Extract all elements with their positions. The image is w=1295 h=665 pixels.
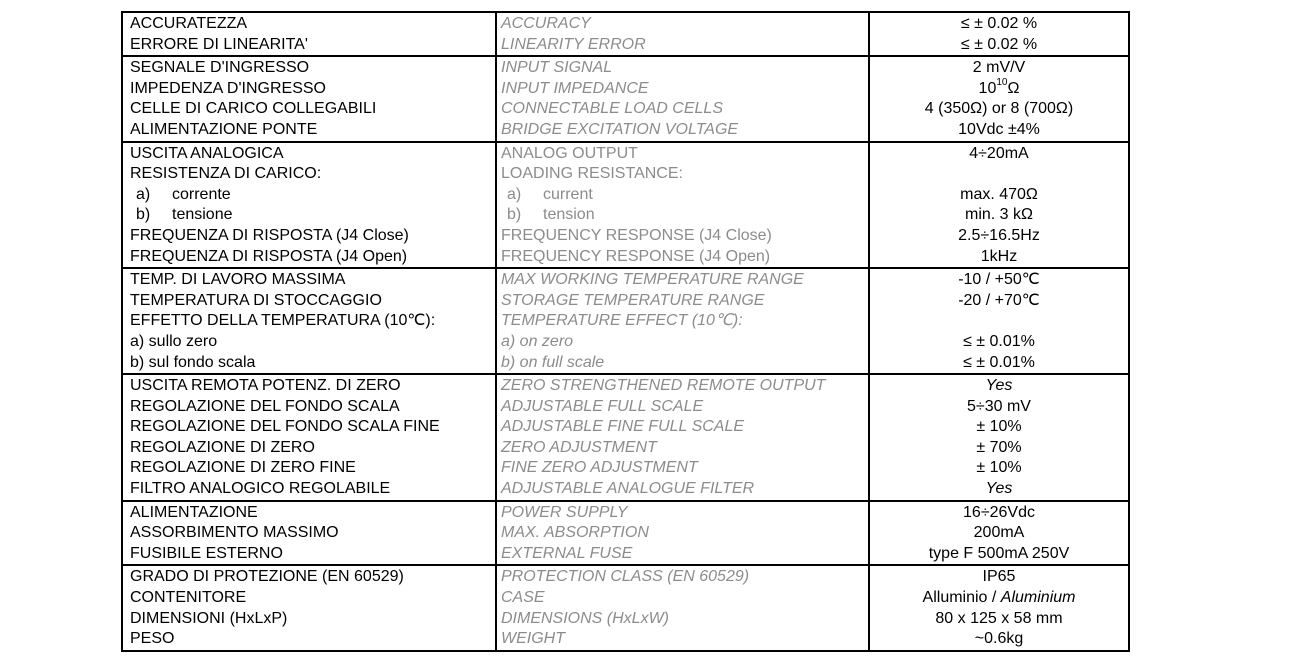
spec-value-text: ≤ ± 0.01%: [963, 332, 1035, 350]
italian-label: ALIMENTAZIONE: [130, 503, 258, 521]
english-label: WEIGHT: [501, 630, 565, 648]
english-label: PROTECTION CLASS (EN 60529): [501, 568, 750, 586]
value-cell: [869, 56, 1129, 141]
italian-label: DIMENSIONI (HxLxP): [130, 609, 288, 627]
spec-value-text: IP65: [982, 568, 1016, 586]
spec-value: [870, 185, 1128, 206]
spec-value: [870, 458, 1128, 479]
spec-value: [870, 270, 1128, 291]
spec-value: [870, 247, 1128, 268]
italian-label: FILTRO ANALOGICO REGOLABILE: [130, 480, 391, 498]
english-label: TEMPERATURE EFFECT (10℃):: [501, 312, 743, 330]
spec-value: [870, 164, 1128, 185]
spec-value: [870, 567, 1128, 588]
unit-symbol: Ω: [1007, 79, 1020, 97]
english-label: ADJUSTABLE FINE FULL SCALE: [501, 418, 745, 436]
item-marker: a): [507, 185, 522, 203]
italian-label-cell: [122, 268, 496, 374]
value-cell: [869, 142, 1129, 269]
italian-label: CONTENITORE: [130, 589, 247, 607]
italian-label-cell: [122, 565, 496, 650]
spec-value-text: 5÷30 mV: [967, 397, 1031, 415]
spec-value: [870, 14, 1128, 35]
italian-label: REGOLAZIONE DEL FONDO SCALA: [130, 397, 400, 415]
italian-label: [130, 185, 495, 206]
english-label: [501, 185, 868, 206]
spec-value: [870, 144, 1128, 165]
spec-value: [870, 332, 1128, 353]
italian-label: b) sul fondo scala: [130, 353, 256, 371]
italian-label-cell: [122, 374, 496, 501]
english-label: STORAGE TEMPERATURE RANGE: [501, 291, 765, 309]
spec-value: [870, 353, 1128, 374]
english-label-cell: [496, 142, 869, 269]
italian-label: ALIMENTAZIONE PONTE: [130, 120, 318, 138]
spec-section: [122, 12, 1129, 56]
english-label-cell: [496, 565, 869, 650]
spec-value-text: type F 500mA 250V: [928, 544, 1070, 562]
italian-label: REGOLAZIONE DI ZERO FINE: [130, 459, 356, 477]
spec-value-text: ≤ ± 0.02 %: [960, 15, 1038, 32]
spec-value-text: -10 / +50℃: [958, 271, 1040, 289]
item-marker: b): [507, 206, 522, 224]
english-label: LINEARITY ERROR: [501, 35, 646, 53]
italian-label: ERRORE DI LINEARITA': [130, 35, 308, 53]
english-label: ZERO ADJUSTMENT: [501, 438, 657, 456]
spec-table: [121, 11, 1130, 652]
english-value-text: Aluminium: [1000, 589, 1076, 607]
spec-value-text: 4÷20mA: [969, 144, 1029, 162]
italian-label: [130, 205, 495, 226]
english-label-cell: [496, 56, 869, 141]
spec-value: [870, 376, 1128, 397]
italian-label: USCITA REMOTA POTENZ. DI ZERO: [130, 377, 401, 395]
spec-value: [870, 79, 1128, 100]
value-cell: [869, 12, 1129, 56]
english-label-text: current: [543, 185, 593, 203]
spec-value: [870, 120, 1128, 141]
value-cell: [869, 374, 1129, 501]
spec-value: [870, 609, 1128, 630]
english-label: DIMENSIONS (HxLxW): [501, 609, 669, 627]
english-label: CONNECTABLE LOAD CELLS: [501, 100, 723, 118]
english-label: BRIDGE EXCITATION VOLTAGE: [501, 120, 739, 138]
italian-label: TEMP. DI LAVORO MASSIMA: [130, 271, 346, 289]
italian-label: CELLE DI CARICO COLLEGABILI: [130, 100, 377, 118]
english-label: [501, 205, 868, 226]
italian-label: EFFETTO DELLA TEMPERATURA (10℃):: [130, 312, 436, 330]
english-label: MAX. ABSORPTION: [501, 524, 649, 542]
spec-value: [870, 629, 1128, 650]
english-label: ACCURACY: [501, 15, 591, 32]
spec-value: [870, 35, 1128, 56]
spec-value-text: min. 3 kΩ: [965, 206, 1033, 224]
spec-value: [870, 588, 1128, 609]
italian-label-cell: [122, 12, 496, 56]
english-label: FINE ZERO ADJUSTMENT: [501, 459, 698, 477]
spec-section: [122, 374, 1129, 501]
spec-value: [870, 226, 1128, 247]
italian-label: TEMPERATURA DI STOCCAGGIO: [130, 291, 382, 309]
italian-label: FREQUENZA DI RISPOSTA (J4 Open): [130, 247, 408, 265]
spec-value: [870, 99, 1128, 120]
italian-label: ASSORBIMENTO MASSIMO: [130, 524, 339, 542]
spec-value-text: 200mA: [973, 524, 1025, 542]
english-label: MAX WORKING TEMPERATURE RANGE: [501, 271, 804, 289]
spec-value: [870, 503, 1128, 524]
italian-label-cell: [122, 501, 496, 566]
spec-value-text: 1kHz: [980, 247, 1018, 265]
value-cell: [869, 268, 1129, 374]
english-label-cell: [496, 501, 869, 566]
spec-value-text: 4 (350Ω) or 8 (700Ω): [924, 100, 1074, 118]
italian-label: REGOLAZIONE DEL FONDO SCALA FINE: [130, 418, 440, 436]
spec-value-text: max. 470Ω: [960, 185, 1038, 203]
spec-value: [870, 523, 1128, 544]
english-label: ADJUSTABLE ANALOGUE FILTER: [501, 480, 755, 498]
exponent: 10: [996, 77, 1008, 89]
spec-value: [870, 58, 1128, 79]
spec-section: [122, 565, 1129, 650]
spec-value-text: 10: [978, 79, 997, 97]
spec-value-text: Yes: [985, 480, 1013, 498]
spec-value-text: 2 mV/V: [972, 59, 1026, 77]
spec-table-body: [122, 12, 1129, 651]
italian-label: SEGNALE D'INGRESSO: [130, 59, 310, 77]
spec-value-text: ± 10%: [976, 459, 1022, 477]
italian-label: REGOLAZIONE DI ZERO: [130, 438, 315, 456]
italian-label: GRADO DI PROTEZIONE (EN 60529): [130, 568, 404, 586]
spec-value-text: ± 70%: [976, 438, 1022, 456]
spec-value-text: ≤ ± 0.02 %: [960, 35, 1038, 53]
spec-value: [870, 291, 1128, 312]
spec-value-text: -20 / +70℃: [958, 291, 1040, 309]
spec-section: [122, 268, 1129, 374]
spec-value: [870, 397, 1128, 418]
italian-label: FUSIBILE ESTERNO: [130, 544, 283, 562]
value-cell: [869, 565, 1129, 650]
spec-value-text: Alluminio /: [922, 589, 1001, 607]
italian-label: FREQUENZA DI RISPOSTA (J4 Close): [130, 226, 409, 244]
spec-value-text: ~0.6kg: [974, 630, 1024, 648]
spec-value-text: ≤ ± 0.01%: [963, 353, 1035, 371]
english-label: FREQUENCY RESPONSE (J4 Close): [501, 226, 772, 244]
english-label: b) on full scale: [501, 353, 605, 371]
english-label-cell: [496, 12, 869, 56]
italian-label-cell: [122, 56, 496, 141]
spec-value-text: 16÷26Vdc: [963, 503, 1035, 521]
english-label-cell: [496, 268, 869, 374]
english-label: ADJUSTABLE FULL SCALE: [501, 397, 704, 415]
spec-value: [870, 438, 1128, 459]
english-label: ZERO STRENGTHENED REMOTE OUTPUT: [501, 377, 826, 395]
english-label: POWER SUPPLY: [501, 503, 628, 521]
item-marker: a): [136, 185, 151, 203]
spec-section: [122, 142, 1129, 269]
spec-value: [870, 205, 1128, 226]
english-label-text: tension: [543, 206, 595, 224]
english-label: FREQUENCY RESPONSE (J4 Open): [501, 247, 771, 265]
spec-section: [122, 56, 1129, 141]
italian-label: USCITA ANALOGICA: [130, 144, 284, 162]
italian-label: RESISTENZA DI CARICO:: [130, 165, 322, 183]
spec-section: [122, 501, 1129, 566]
spec-value: [870, 311, 1128, 332]
spec-value-text: Yes: [985, 377, 1013, 395]
value-cell: [869, 501, 1129, 566]
spec-value-text: 10Vdc ±4%: [958, 120, 1040, 138]
italian-label-cell: [122, 142, 496, 269]
italian-label: a) sullo zero: [130, 332, 218, 350]
spec-value-text: 2.5÷16.5Hz: [958, 226, 1040, 244]
italian-label-text: tensione: [172, 206, 233, 224]
english-label: a) on zero: [501, 332, 574, 350]
spec-value-text: ± 10%: [976, 418, 1022, 436]
italian-label-text: corrente: [172, 185, 231, 203]
spec-value: [870, 417, 1128, 438]
english-label-cell: [496, 374, 869, 501]
english-label: ANALOG OUTPUT: [501, 144, 638, 162]
italian-label: PESO: [130, 630, 175, 648]
english-label: INPUT IMPEDANCE: [501, 79, 649, 97]
english-label: LOADING RESISTANCE:: [501, 165, 683, 183]
italian-label: IMPEDENZA D'INGRESSO: [130, 79, 326, 97]
spec-value-text: 80 x 125 x 58 mm: [935, 609, 1063, 627]
italian-label: ACCURATEZZA: [130, 15, 248, 32]
spec-value: [870, 544, 1128, 565]
spec-value: [870, 479, 1128, 500]
item-marker: b): [136, 206, 151, 224]
english-label: INPUT SIGNAL: [501, 59, 613, 77]
english-label: CASE: [501, 589, 545, 607]
english-label: EXTERNAL FUSE: [501, 544, 633, 562]
